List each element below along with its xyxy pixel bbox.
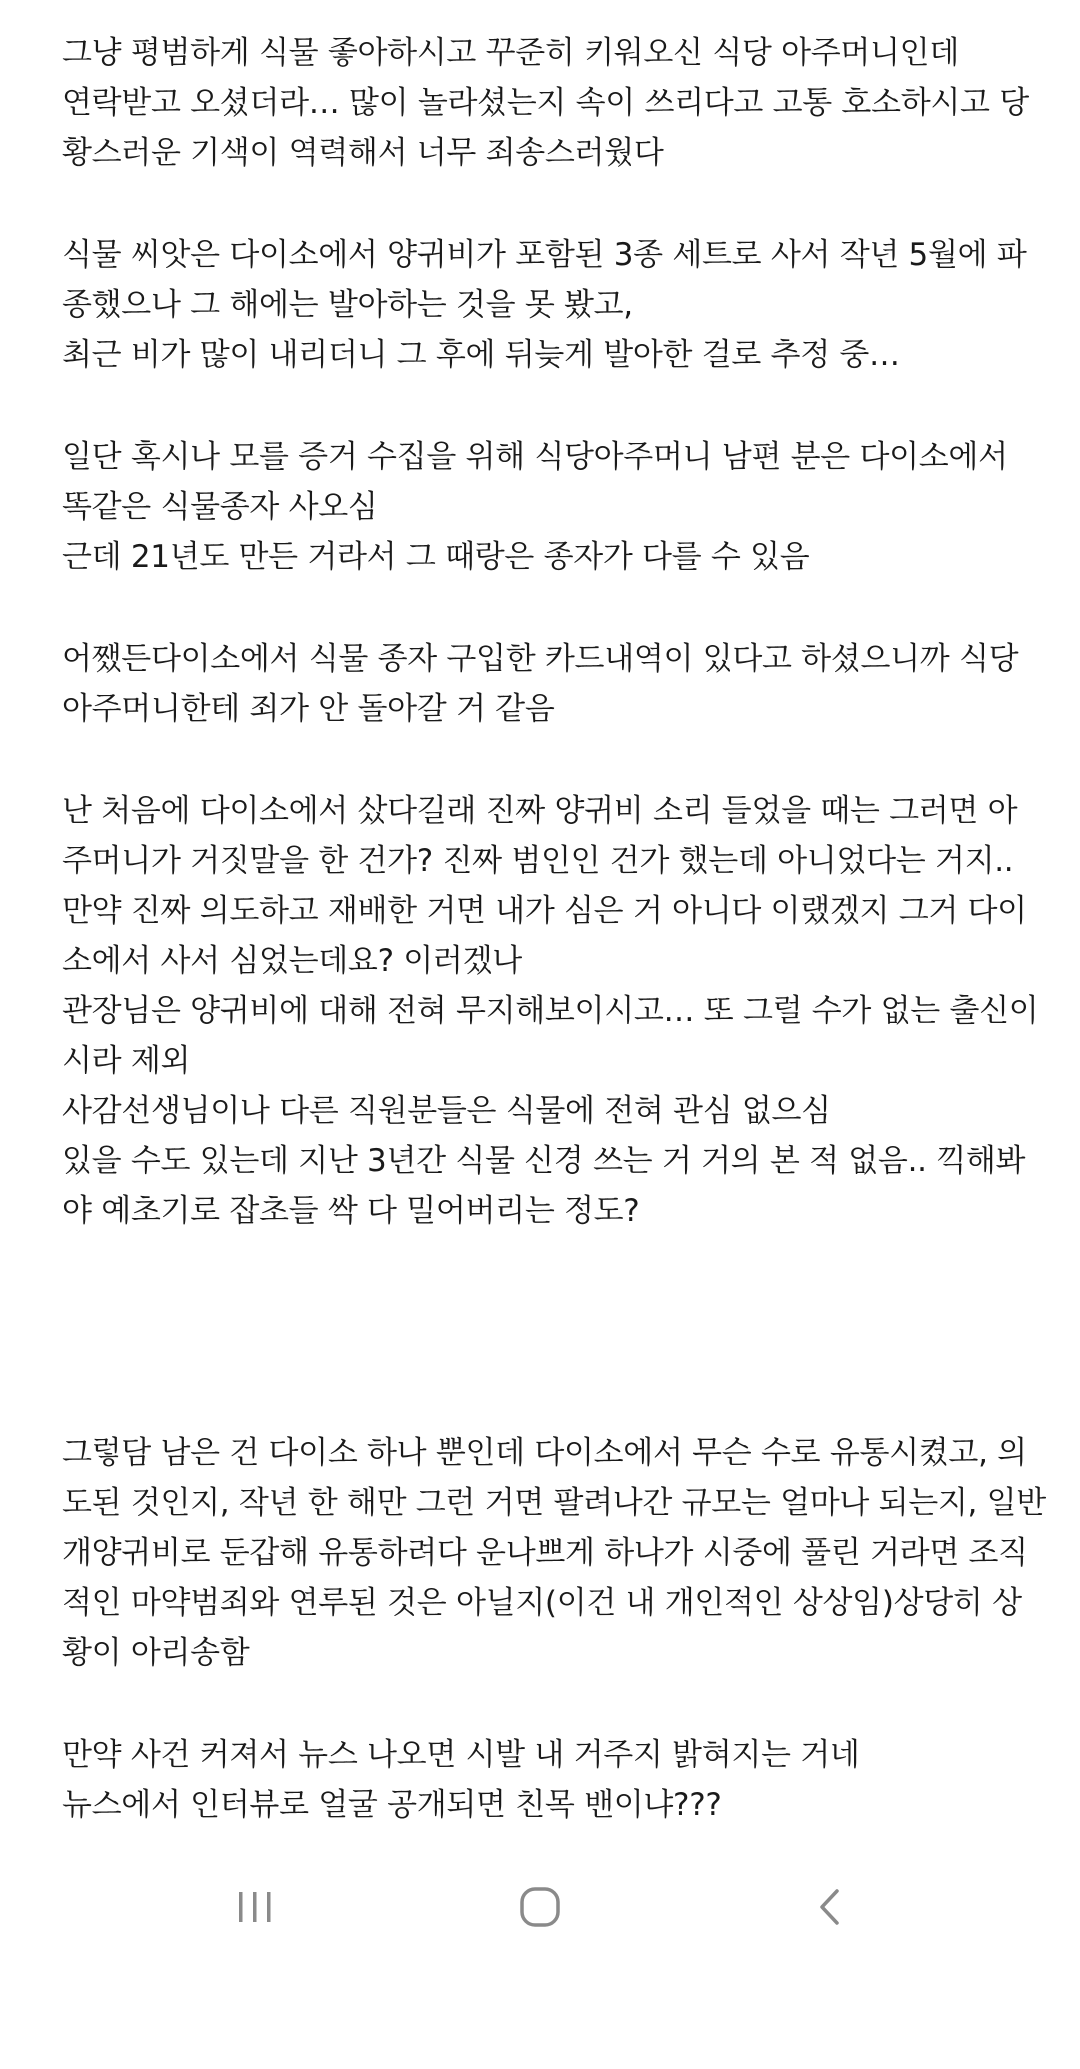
navigation-bar: [0, 1862, 1080, 1952]
home-button[interactable]: [480, 1862, 600, 1952]
paragraph-2: [62, 230, 1052, 380]
text-line: 일단 혹시나 모를 증거 수집을 위해 식당아주머니 남편 분은 다이소에서: [62, 439, 1008, 475]
paragraph-5: [62, 786, 1052, 1236]
paragraph-6: [62, 1428, 1052, 1678]
text-line: 주머니가 거짓말을 한 건가? 진짜 범인인 건가 했는데 아니었다는 거지..: [62, 843, 1014, 879]
text-line: 식물 씨앗은 다이소에서 양귀비가 포함된 3종 세트로 사서 작년 5월에 파: [62, 237, 1027, 273]
paragraph-7: [62, 1730, 1052, 1830]
text-line: 난 처음에 다이소에서 샀다길래 진짜 양귀비 소리 들었을 때는 그러면 아: [62, 793, 1018, 829]
paragraph-4: [62, 634, 1052, 734]
back-button[interactable]: [770, 1862, 890, 1952]
paragraph-3: [62, 432, 1052, 582]
home-icon: [517, 1884, 563, 1930]
back-icon: [810, 1884, 850, 1930]
text-line: 황이 아리송함: [62, 1635, 250, 1671]
text-line: 관장님은 양귀비에 대해 전혀 무지해보이시고… 또 그럴 수가 없는 출신이: [62, 993, 1039, 1029]
text-line: 야 예초기로 잡초들 싹 다 밀어버리는 정도?: [62, 1193, 640, 1229]
recents-button[interactable]: [195, 1862, 315, 1952]
text-line: 만약 진짜 의도하고 재배한 거면 내가 심은 거 아니다 이랬겠지 그거 다이: [62, 893, 1027, 929]
post-content: [62, 28, 1052, 1882]
blank-space: [62, 1288, 1052, 1428]
text-line: 개양귀비로 둔갑해 유통하려다 운나쁘게 하나가 시중에 풀린 거라면 조직: [62, 1535, 1028, 1571]
text-line: 종했으나 그 해에는 발아하는 것을 못 봤고,: [62, 287, 633, 323]
recents-icon: [233, 1887, 277, 1927]
text-line: 똑같은 식물종자 사오심: [62, 489, 378, 525]
text-line: 최근 비가 많이 내리더니 그 후에 뒤늦게 발아한 걸로 추정 중…: [62, 337, 900, 373]
text-line: 시라 제외: [62, 1043, 191, 1079]
text-line: 사감선생님이나 다른 직원분들은 식물에 전혀 관심 없으심: [62, 1093, 831, 1129]
text-line: 아주머니한테 죄가 안 돌아갈 거 같음: [62, 691, 555, 727]
text-line: 적인 마약범죄와 연루된 것은 아닐지(이건 내 개인적인 상상임)상당히 상: [62, 1585, 1022, 1621]
text-line: 어쨌든다이소에서 식물 종자 구입한 카드내역이 있다고 하셨으니까 식당: [62, 641, 1019, 677]
text-line: 뉴스에서 인터뷰로 얼굴 공개되면 친목 밴이냐???: [62, 1787, 722, 1823]
text-line: 근데 21년도 만든 거라서 그 때랑은 종자가 다를 수 있음: [62, 539, 810, 575]
text-line: 도된 것인지, 작년 한 해만 그런 거면 팔려나간 규모는 얼마나 되는지, 일반: [62, 1485, 1046, 1521]
text-line: 그렇담 남은 건 다이소 하나 뿐인데 다이소에서 무슨 수로 유통시켰고, 의: [62, 1435, 1027, 1471]
text-line: 황스러운 기색이 역력해서 너무 죄송스러웠다: [62, 135, 664, 171]
text-line: 있을 수도 있는데 지난 3년간 식물 신경 쓰는 거 거의 본 적 없음.. 끽해봐: [62, 1143, 1026, 1179]
text-line: 만약 사건 커져서 뉴스 나오면 시발 내 거주지 밝혀지는 거네: [62, 1737, 860, 1773]
text-line: 그냥 평범하게 식물 좋아하시고 꾸준히 키워오신 식당 아주머니인데: [62, 35, 959, 71]
text-line: 소에서 사서 심었는데요? 이러겠나: [62, 943, 522, 979]
text-line: 연락받고 오셨더라… 많이 놀라셨는지 속이 쓰리다고 고통 호소하시고 당: [62, 85, 1029, 121]
paragraph-1: [62, 28, 1052, 178]
